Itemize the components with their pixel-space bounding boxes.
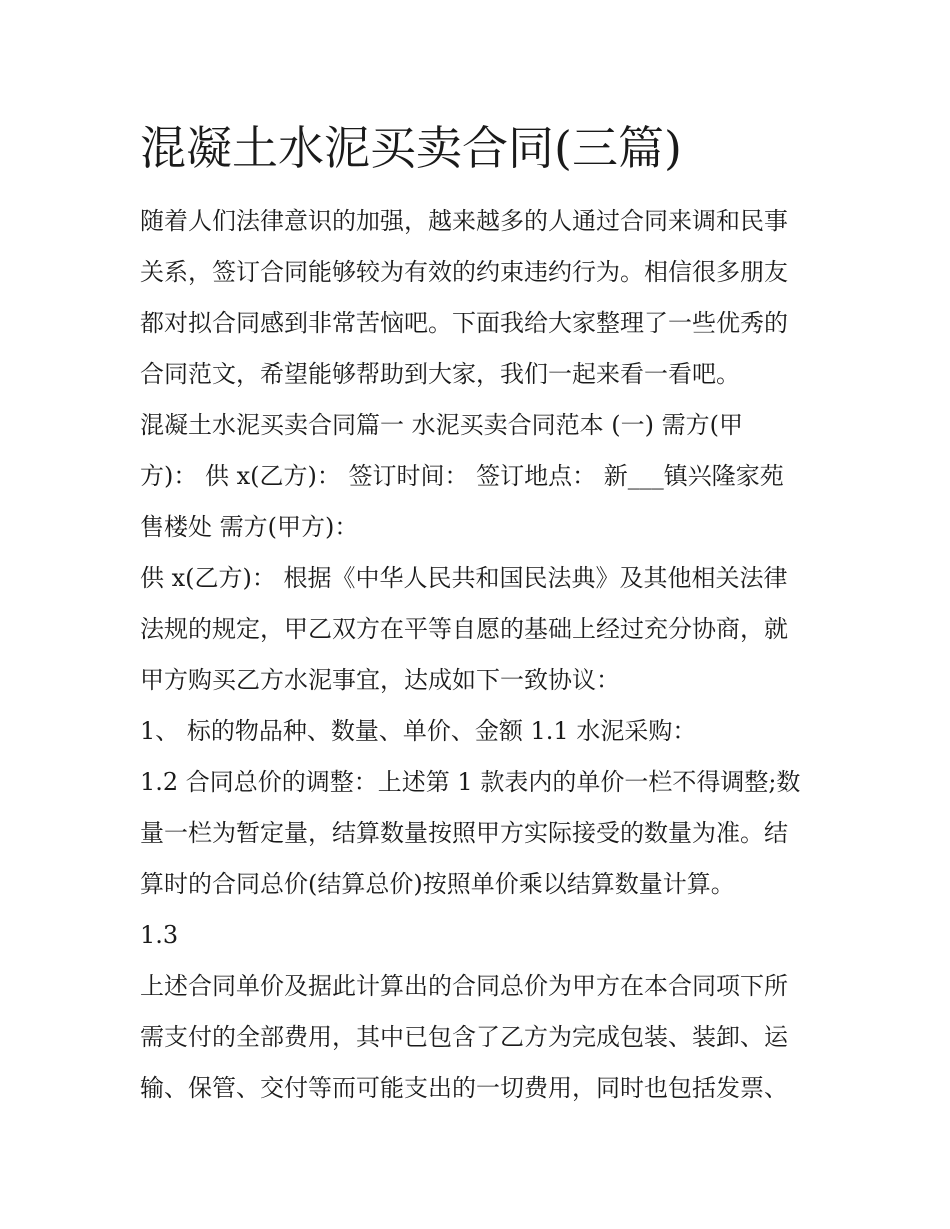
body-line: 随着人们法律意识的加强，越来越多的人通过合同来调和民事 xyxy=(140,207,788,235)
body-line: 量一栏为暂定量，结算数量按照甲方实际接受的数量为准。结 xyxy=(140,819,788,847)
body-line: 都对拟合同感到非常苦恼吧。下面我给大家整理了一些优秀的 xyxy=(140,309,788,337)
body-line: 需支付的全部费用，其中已包含了乙方为完成包装、装卸、运 xyxy=(140,1023,788,1051)
body-line: 合同范文，希望能够帮助到大家，我们一起来看一看吧。 xyxy=(140,360,740,388)
body-line: 甲方购买乙方水泥事宜，达成如下一致协议： xyxy=(140,666,620,694)
body-line: 1.2 合同总价的调整：上述第 1 款表内的单价一栏不得调整;数 xyxy=(140,768,801,796)
body-line: 1.3 xyxy=(140,921,179,949)
body-line: 1、 标的物品种、数量、单价、金额 1.1 水泥采购： xyxy=(140,717,697,745)
body-line: 上述合同单价及据此计算出的合同总价为甲方在本合同项下所 xyxy=(140,972,788,1000)
document-title: 混凝土水泥买卖合同(三篇) xyxy=(140,121,682,175)
body-line: 供 x(乙方)： 根据《中华人民共和国民法典》及其他相关法律 xyxy=(140,564,788,592)
body-line: 算时的合同总价(结算总价)按照单价乘以结算数量计算。 xyxy=(140,870,735,898)
body-line: 售楼处 需方(甲方)： xyxy=(140,513,359,541)
body-line: 方)： 供 x(乙方)： 签订时间： 签订地点： 新___镇兴隆家苑 xyxy=(140,462,784,490)
body-line: 关系，签订合同能够较为有效的约束违约行为。相信很多朋友 xyxy=(140,258,788,286)
document-body xyxy=(140,196,820,1114)
body-line: 输、保管、交付等而可能支出的一切费用，同时也包括发票、 xyxy=(140,1074,788,1102)
body-line: 混凝土水泥买卖合同篇一 水泥买卖合同范本 (一) 需方(甲 xyxy=(140,411,743,439)
body-line: 法规的规定，甲乙双方在平等自愿的基础上经过充分协商，就 xyxy=(140,615,788,643)
